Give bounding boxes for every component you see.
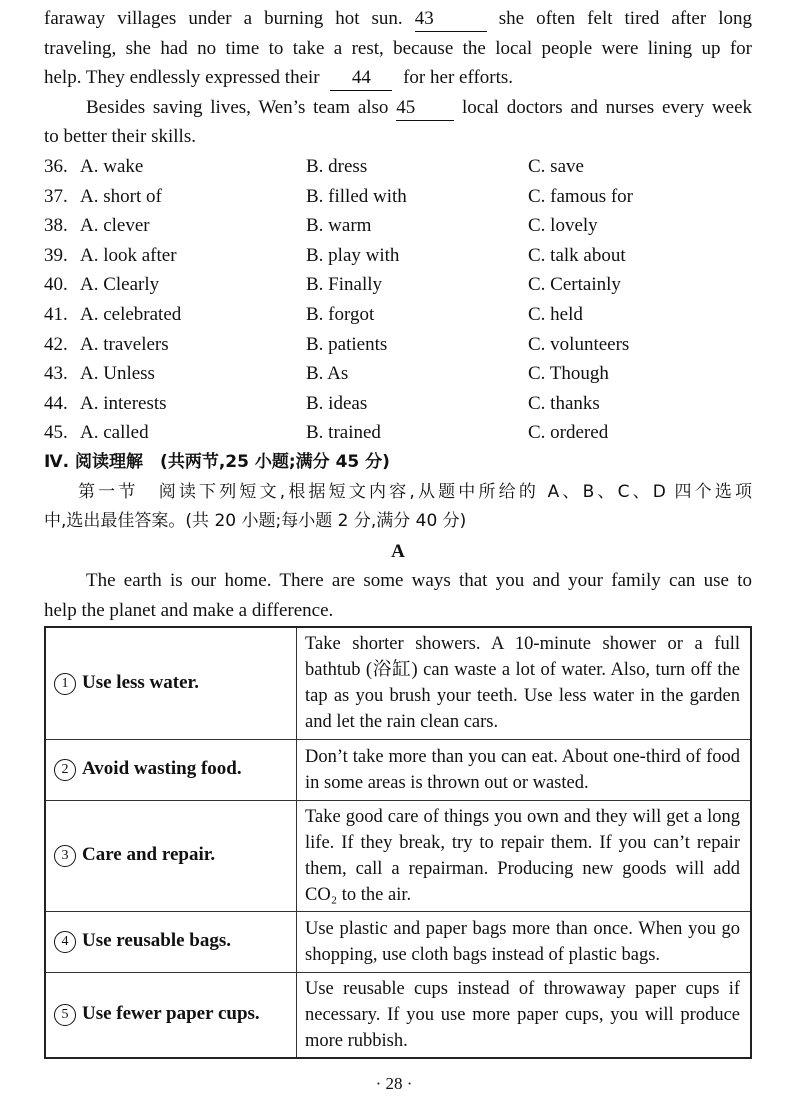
option-row bbox=[44, 330, 752, 360]
detail-cell: Take shorter showers. A 10-minute shower or a full bathtub (浴缸) can waste a lot of water. Also, turn off the tap as you brush your teeth. Use less water in the garden and let the rain clean cars. bbox=[297, 627, 752, 739]
question-number: 40. bbox=[44, 274, 68, 296]
circled-number: 3 bbox=[54, 845, 76, 867]
option-b: B. play with bbox=[306, 244, 400, 266]
option-c: C. Though bbox=[528, 363, 609, 385]
option-a: A. interests bbox=[80, 392, 167, 414]
passage-text: for her efforts. bbox=[403, 67, 514, 89]
option-row bbox=[44, 300, 752, 330]
option-a: A. clever bbox=[80, 215, 150, 237]
option-row bbox=[44, 211, 752, 241]
option-a: A. wake bbox=[80, 155, 144, 177]
passage-line: to better their skills. bbox=[44, 126, 196, 148]
table-row bbox=[45, 972, 751, 1058]
option-a: A. Clearly bbox=[80, 274, 160, 296]
passage-text: she often felt tired after long bbox=[498, 8, 752, 29]
option-c: C. save bbox=[528, 155, 584, 177]
question-number: 41. bbox=[44, 303, 68, 325]
circled-number: 4 bbox=[54, 931, 76, 953]
table-row bbox=[45, 911, 751, 972]
question-number: 37. bbox=[44, 185, 68, 207]
passage-text: faraway villages under a burning hot sun. bbox=[44, 8, 403, 29]
option-a: A. travelers bbox=[80, 333, 169, 355]
tip-cell bbox=[45, 911, 297, 972]
option-a: A. celebrated bbox=[80, 303, 182, 325]
question-number: 42. bbox=[44, 333, 68, 355]
option-a: A. short of bbox=[80, 185, 162, 207]
circled-number: 5 bbox=[54, 1004, 76, 1026]
tip-cell bbox=[45, 627, 297, 739]
section-heading: Ⅳ. 阅读理解 (共两节,25 小题;满分 45 分) bbox=[44, 451, 390, 472]
tip-label: Use reusable bags. bbox=[82, 930, 232, 951]
circled-number: 2 bbox=[54, 759, 76, 781]
detail-cell: Use reusable cups instead of throwaway paper cups if necessary. If you use more paper cups, you will produce more rubbish. bbox=[297, 972, 752, 1058]
passage-line bbox=[44, 63, 752, 93]
option-c: C. talk about bbox=[528, 244, 626, 266]
passage-line bbox=[44, 93, 752, 123]
passage-line bbox=[44, 4, 752, 34]
blank-43: 43 bbox=[415, 8, 487, 32]
option-c: C. volunteers bbox=[528, 333, 630, 355]
page-number: · 28 · bbox=[375, 1074, 413, 1093]
option-row bbox=[44, 359, 752, 389]
blank-45: 45 bbox=[396, 97, 454, 121]
option-a: A. called bbox=[80, 422, 149, 444]
passage-text: help. They endlessly expressed their bbox=[44, 67, 320, 89]
table-row bbox=[45, 800, 751, 911]
option-a: A. Unless bbox=[80, 363, 155, 385]
tip-cell bbox=[45, 739, 297, 800]
option-b: B. patients bbox=[306, 333, 388, 355]
option-b: B. As bbox=[306, 363, 349, 385]
table-row bbox=[45, 627, 751, 739]
option-c: C. thanks bbox=[528, 392, 600, 414]
intro-line: help the planet and make a difference. bbox=[44, 599, 334, 621]
circled-number: 1 bbox=[54, 673, 76, 695]
option-c: C. held bbox=[528, 303, 583, 325]
detail-cell: Take good care of things you own and they will get a long life. If they break, try to repair them. If you can’t repair them, call a repairman. Producing new goods will add CO₂ to the air. bbox=[297, 800, 752, 911]
option-b: B. warm bbox=[306, 215, 372, 237]
passage-text: local doctors and nurses every week bbox=[462, 96, 752, 118]
detail-cell: Use plastic and paper bags more than once. When you go shopping, use cloth bags instead of plastic bags. bbox=[297, 911, 752, 972]
question-number: 44. bbox=[44, 392, 68, 414]
passage-title: A bbox=[391, 540, 405, 562]
question-number: 43. bbox=[44, 363, 68, 385]
option-b: B. trained bbox=[306, 422, 381, 444]
instruction-line: 第一节 阅读下列短文,根据短文内容,从题中所给的 A、B、C、D 四个选项 bbox=[78, 481, 752, 502]
tip-label: Use less water. bbox=[82, 671, 199, 693]
tip-cell bbox=[45, 800, 297, 911]
option-row bbox=[44, 389, 752, 419]
table-row bbox=[45, 739, 751, 800]
option-row bbox=[44, 241, 752, 271]
tip-label: Use fewer paper cups. bbox=[82, 1003, 260, 1024]
tip-label: Care and repair. bbox=[82, 844, 216, 865]
option-b: B. dress bbox=[306, 155, 368, 177]
question-number: 39. bbox=[44, 244, 68, 266]
option-b: B. Finally bbox=[306, 274, 383, 296]
option-row bbox=[44, 152, 752, 182]
question-number: 36. bbox=[44, 155, 68, 177]
option-a: A. look after bbox=[80, 244, 177, 266]
option-b: B. ideas bbox=[306, 392, 368, 414]
option-c: C. Certainly bbox=[528, 274, 621, 296]
tips-table bbox=[44, 626, 752, 1059]
question-number: 45. bbox=[44, 422, 68, 444]
options-list bbox=[44, 152, 752, 448]
passage-text: Besides saving lives, Wen’s team also bbox=[86, 96, 389, 118]
exam-page bbox=[44, 4, 752, 625]
passage-line: traveling, she had no time to take a rest, because the local people were lining up for bbox=[44, 37, 752, 59]
instruction-line: 中,选出最佳答案。(共 20 小题;每小题 2 分,满分 40 分) bbox=[44, 511, 467, 532]
detail-cell: Don’t take more than you can eat. About one-third of food in some areas is thrown out or wasted. bbox=[297, 739, 752, 800]
blank-44: 44 bbox=[330, 67, 392, 91]
tip-cell bbox=[45, 972, 297, 1058]
intro-line: The earth is our home. There are some ways that you and your family can use to bbox=[86, 570, 752, 592]
tip-label: Avoid wasting food. bbox=[82, 758, 242, 779]
option-c: C. famous for bbox=[528, 185, 634, 207]
option-b: B. filled with bbox=[306, 185, 407, 207]
option-b: B. forgot bbox=[306, 303, 375, 325]
option-row bbox=[44, 270, 752, 300]
option-row bbox=[44, 182, 752, 212]
option-c: C. lovely bbox=[528, 215, 598, 237]
option-row bbox=[44, 418, 752, 448]
option-c: C. ordered bbox=[528, 422, 609, 444]
question-number: 38. bbox=[44, 215, 68, 237]
